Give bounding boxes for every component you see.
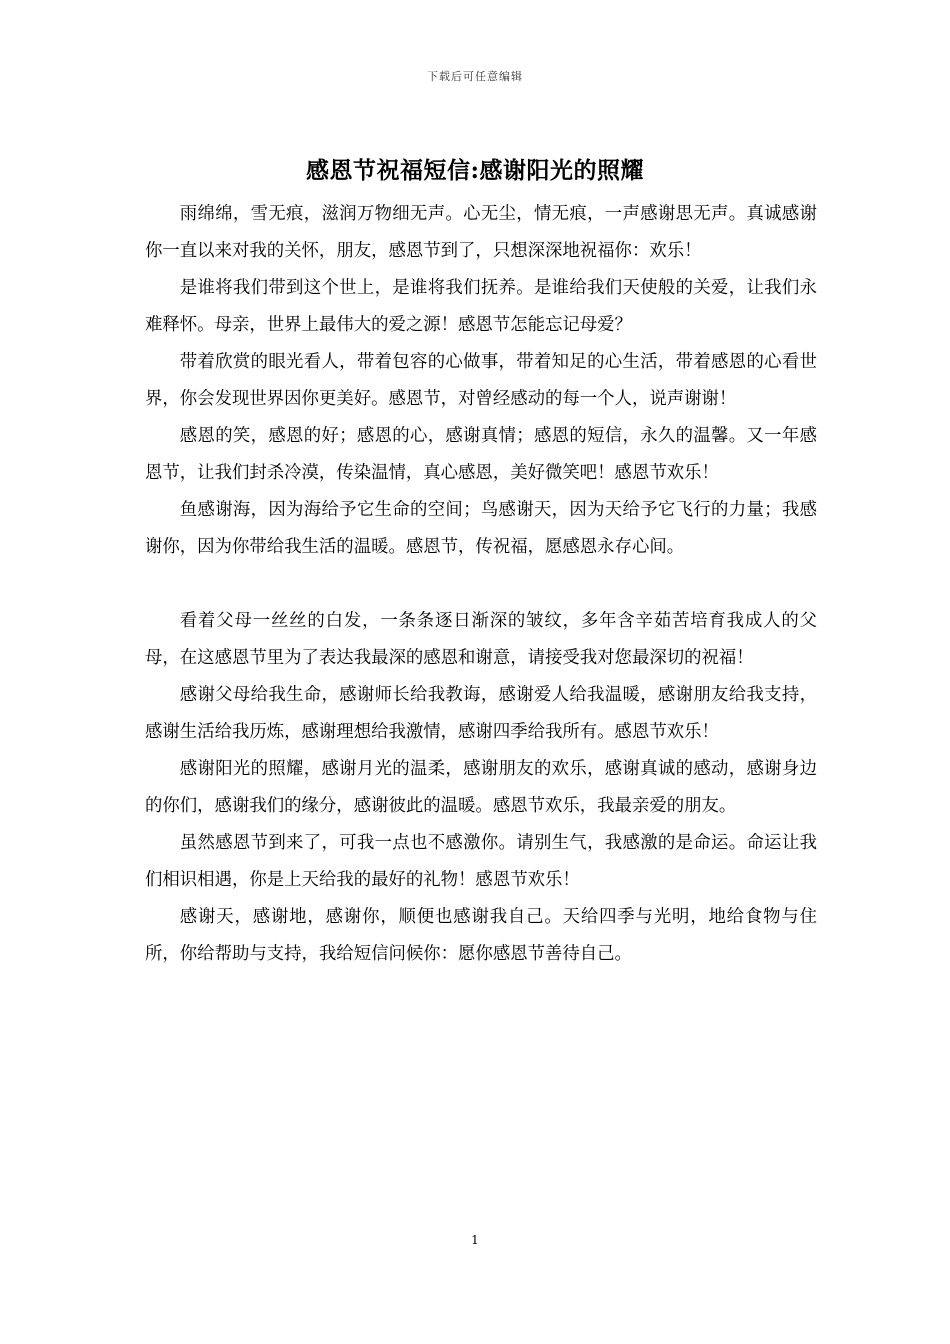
paragraph-spacer — [145, 566, 817, 603]
paragraph: 是谁将我们带到这个世上，是谁将我们抚养。是谁给我们天使般的关爱，让我们永难释怀。母亲，世界上最伟大的爱之源！感恩节怎能忘记母爱？ — [145, 278, 817, 335]
header-note: 下载后可任意编辑 — [427, 70, 523, 83]
document-body — [145, 196, 817, 973]
paragraph: 感谢阳光的照耀，感谢月光的温柔，感谢朋友的欢乐，感谢真诚的感动，感谢身边的你们，感谢我们的缘分，感谢彼此的温暖。感恩节欢乐，我最亲爱的朋友。 — [145, 759, 817, 816]
document-title: 感恩节祝福短信:感谢阳光的照耀 — [306, 157, 644, 184]
paragraph: 感谢父母给我生命，感谢师长给我教诲，感谢爱人给我温暖，感谢朋友给我支持，感谢生活给我历炼，感谢理想给我激情，感谢四季给我所有。感恩节欢乐！ — [145, 685, 817, 742]
paragraph: 感恩的笑，感恩的好；感恩的心，感谢真情；感恩的短信，永久的温馨。又一年感恩节，让我们封杀冷漠，传染温情，真心感恩，美好微笑吧！感恩节欢乐！ — [145, 426, 817, 483]
page-number: 1 — [471, 1233, 479, 1247]
paragraph: 感谢天，感谢地，感谢你，顺便也感谢我自己。天给四季与光明，地给食物与住所，你给帮助与支持，我给短信问候你：愿你感恩节善待自己。 — [145, 907, 817, 964]
paragraph: 看着父母一丝丝的白发，一条条逐日渐深的皱纹，多年含辛茹苦培育我成人的父母，在这感恩节里为了表达我最深的感恩和谢意，请接受我对您最深切的祝福！ — [145, 611, 817, 668]
paragraph: 鱼感谢海，因为海给予它生命的空间；鸟感谢天，因为天给予它飞行的力量；我感谢你，因为你带给我生活的温暖。感恩节，传祝福，愿感恩永存心间。 — [145, 500, 817, 557]
paragraph: 雨绵绵，雪无痕，滋润万物细无声。心无尘，情无痕，一声感谢思无声。真诚感谢你一直以来对我的关怀，朋友，感恩节到了，只想深深地祝福你：欢乐！ — [145, 204, 817, 261]
paragraph: 虽然感恩节到来了，可我一点也不感激你。请别生气，我感激的是命运。命运让我们相识相遇，你是上天给我的最好的礼物！感恩节欢乐！ — [145, 833, 817, 890]
paragraph: 带着欣赏的眼光看人，带着包容的心做事，带着知足的心生活，带着感恩的心看世界，你会发现世界因你更美好。感恩节，对曾经感动的每一个人，说声谢谢！ — [145, 352, 817, 409]
